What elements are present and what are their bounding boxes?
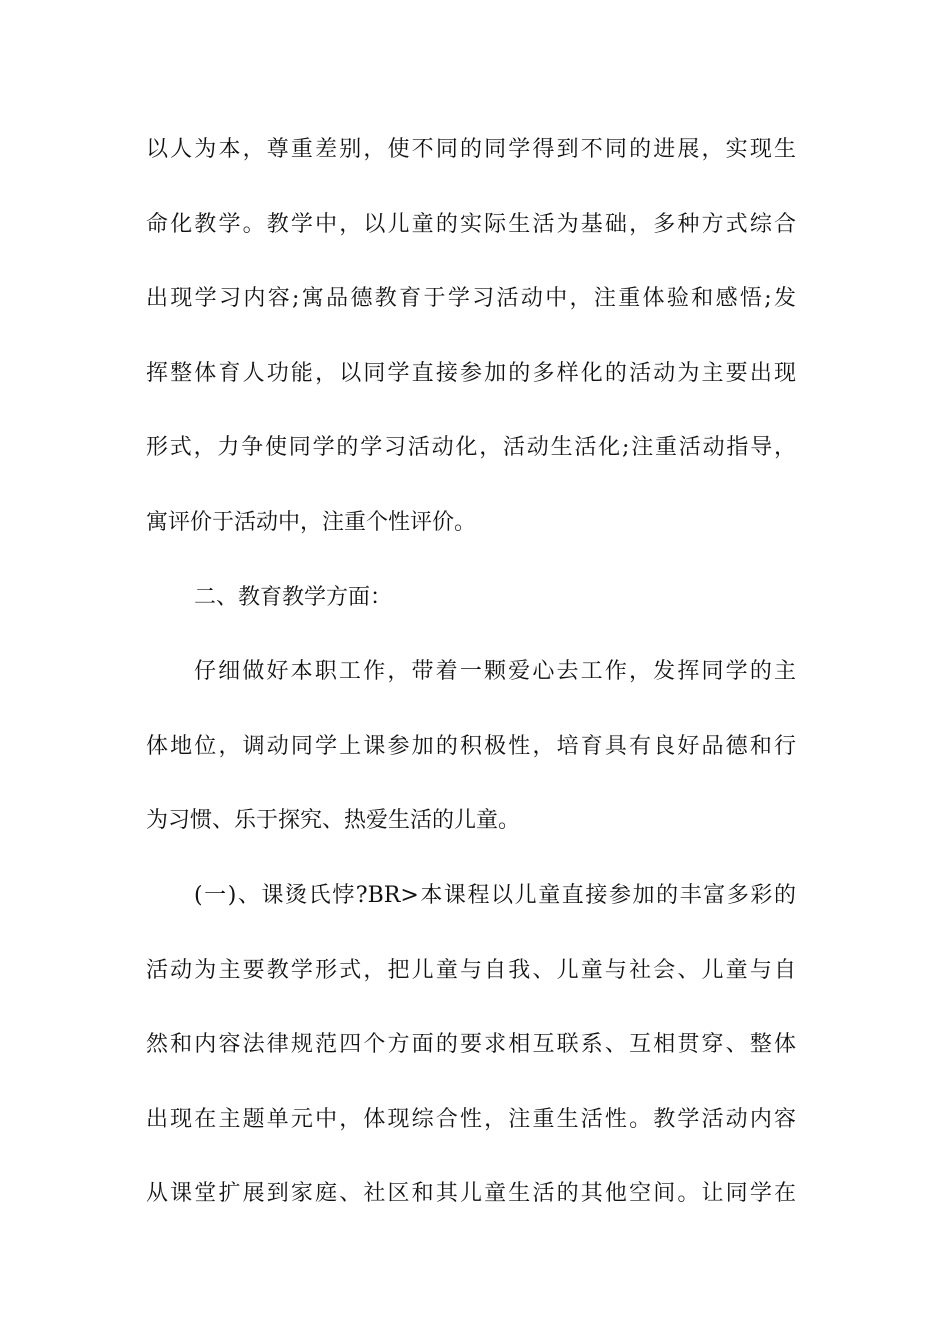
text-line-12: 活动为主要教学形式，把儿童与自我、儿童与社会、儿童与自 [146, 957, 796, 983]
text-line-10: 为习惯、乐于探究、热爱生活的儿童。 [146, 808, 521, 834]
text-line-1: 以人为本，尊重差别，使不同的同学得到不同的进展，实现生 [146, 137, 796, 162]
text-line-4: 挥整体育人功能，以同学直接参加的多样化的活动为主要出现 [146, 360, 796, 386]
text-line-15: 从课堂扩展到家庭、社区和其儿童生活的其他空间。让同学在 [146, 1181, 796, 1207]
text-line-2: 命化教学。教学中，以儿童的实际生活为基础，多种方式综合 [146, 211, 796, 237]
section-heading: 二、教育教学方面： [194, 584, 393, 610]
text-line-11: (一)、课烫氏悖?BR>本课程以儿童直接参加的丰富多彩的 [194, 882, 796, 908]
text-line-3: 出现学习内容;寓品德教育于学习活动中，注重体验和感悟;发 [146, 286, 796, 312]
text-line-8: 仔细做好本职工作，带着一颗爱心去工作，发挥同学的主 [194, 659, 796, 685]
text-line-6: 寓评价于活动中，注重个性评价。 [146, 509, 477, 535]
text-line-9: 体地位，调动同学上课参加的积极性，培育具有良好品德和行 [146, 733, 796, 759]
text-line-13: 然和内容法律规范四个方面的要求相互联系、互相贯穿、整体 [146, 1032, 796, 1058]
text-line-14: 出现在主题单元中，体现综合性，注重生活性。教学活动内容 [146, 1106, 796, 1132]
text-line-5: 形式，力争使同学的学习活动化，活动生活化;注重活动指导， [146, 435, 796, 461]
body-text [146, 128, 796, 1247]
